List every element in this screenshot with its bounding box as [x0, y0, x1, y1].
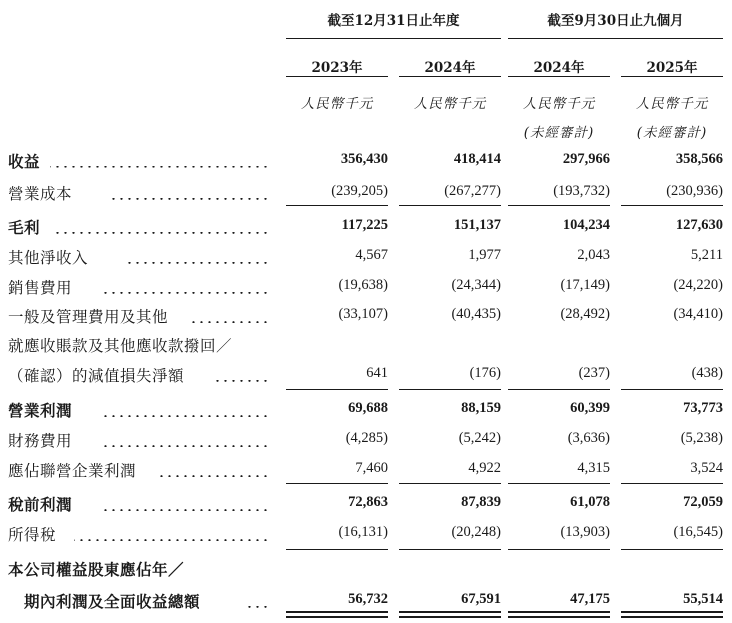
unaudited-col3: (未經審計) [523, 125, 595, 141]
value-cell: (20,248) [451, 524, 501, 540]
value-cell: 4,922 [468, 460, 501, 476]
value-cell: 1,977 [468, 247, 501, 263]
value-cell: 87,839 [461, 494, 501, 510]
value-cell: 73,773 [683, 400, 723, 416]
leader-profit-before-tax [104, 509, 270, 511]
row-label-cost-of-sales: 營業成本 [8, 185, 73, 203]
group-header-annual: 截至12月31日止年度 [327, 13, 460, 29]
group-header-nine-months: 截至9月30日止九個月 [547, 13, 684, 29]
row-label-impairment-line1: 就應收賬款及其他應收款撥回／ [8, 337, 233, 355]
value-cell: 127,630 [675, 217, 723, 233]
row-label-finance-costs: 財務費用 [8, 432, 73, 450]
value-cell: 72,059 [683, 494, 723, 510]
currency-col4: 人民幣千元 [635, 96, 709, 112]
leader-total-profit [244, 606, 270, 608]
value-cell: (4,285) [345, 430, 388, 446]
leader-revenue [50, 166, 270, 168]
subtotal-rule-col3-b [508, 389, 610, 390]
currency-col2: 人民幣千元 [413, 96, 487, 112]
value-cell: (19,638) [338, 277, 388, 293]
row-label-gross-profit: 毛利 [8, 218, 41, 237]
value-cell: (193,732) [553, 183, 610, 199]
leader-impairment [214, 380, 270, 382]
value-cell: (17,149) [560, 277, 610, 293]
double-rule-col1-top [286, 611, 388, 613]
value-cell: 3,524 [690, 460, 723, 476]
leader-selling-expenses [104, 292, 270, 294]
year-header-col3: 2024年 [533, 60, 585, 76]
subtotal-rule-col3-a [508, 205, 610, 206]
value-cell: 151,137 [453, 217, 501, 233]
value-cell: (438) [691, 365, 723, 381]
value-cell: (239,205) [331, 183, 388, 199]
subtotal-rule-col2-a [399, 205, 501, 206]
value-cell: (267,277) [444, 183, 501, 199]
value-cell: 67,591 [461, 591, 501, 607]
value-cell: (34,410) [673, 306, 723, 322]
double-rule-col3-top [508, 611, 610, 613]
leader-income-tax [74, 539, 270, 541]
leader-finance-costs [104, 445, 270, 447]
row-label-profit-before-tax: 稅前利潤 [8, 495, 73, 514]
value-cell: (40,435) [451, 306, 501, 322]
leader-admin-expenses [190, 321, 270, 323]
double-rule-col2-bottom [399, 616, 501, 618]
value-cell: 4,315 [577, 460, 610, 476]
double-rule-col4-top [621, 611, 723, 613]
value-cell: (176) [469, 365, 501, 381]
value-cell: 2,043 [577, 247, 610, 263]
value-cell: (24,220) [673, 277, 723, 293]
value-cell: (16,131) [338, 524, 388, 540]
leader-gross-profit [52, 232, 270, 234]
value-cell: (28,492) [560, 306, 610, 322]
value-cell: 56,732 [348, 591, 388, 607]
double-rule-col4-bottom [621, 616, 723, 618]
value-cell: (16,545) [673, 524, 723, 540]
value-cell: 55,514 [683, 591, 723, 607]
subtotal-rule-col4-c [621, 483, 723, 484]
value-cell: 297,966 [562, 151, 610, 167]
subtotal-rule-col2-d [399, 549, 501, 550]
subtotal-rule-col4-a [621, 205, 723, 206]
value-cell: 88,159 [461, 400, 501, 416]
row-label-other-net-income: 其他淨收入 [8, 249, 89, 267]
value-cell: (24,344) [451, 277, 501, 293]
value-cell: (230,936) [666, 183, 723, 199]
leader-operating-profit [104, 415, 270, 417]
currency-col1: 人民幣千元 [300, 96, 374, 112]
currency-col3: 人民幣千元 [522, 96, 596, 112]
leader-cost-of-sales [108, 198, 270, 200]
value-cell: 418,414 [453, 151, 501, 167]
subtotal-rule-col2-c [399, 483, 501, 484]
double-rule-col1-bottom [286, 616, 388, 618]
row-label-admin-expenses: 一般及管理費用及其他 [8, 308, 169, 326]
subtotal-rule-col1-d [286, 549, 388, 550]
row-label-total-profit-line2: 期內利潤及全面收益總額 [24, 592, 201, 611]
value-cell: 47,175 [570, 591, 610, 607]
year-header-col2: 2024年 [424, 60, 476, 76]
value-cell: 641 [366, 365, 388, 381]
year-header-col1: 2023年 [311, 60, 363, 76]
value-cell: 4,567 [355, 247, 388, 263]
row-label-operating-profit: 營業利潤 [8, 401, 73, 420]
leader-share-of-associates [156, 475, 270, 477]
value-cell: 69,688 [348, 400, 388, 416]
subtotal-rule-col1-b [286, 389, 388, 390]
value-cell: (3,636) [567, 430, 610, 446]
subtotal-rule-col4-d [621, 549, 723, 550]
double-rule-col3-bottom [508, 616, 610, 618]
subtotal-rule-col1-a [286, 205, 388, 206]
row-label-selling-expenses: 銷售費用 [8, 279, 73, 297]
value-cell: (5,242) [458, 430, 501, 446]
double-rule-col2-top [399, 611, 501, 613]
subtotal-rule-col4-b [621, 389, 723, 390]
subtotal-rule-col3-c [508, 483, 610, 484]
leader-other-net-income [128, 262, 270, 264]
value-cell: (13,903) [560, 524, 610, 540]
value-cell: (5,238) [680, 430, 723, 446]
value-cell: 356,430 [340, 151, 388, 167]
value-cell: 104,234 [562, 217, 610, 233]
row-label-impairment-line2: （確認）的減值損失淨額 [8, 367, 185, 385]
unaudited-col4: (未經審計) [636, 125, 708, 141]
value-cell: 61,078 [570, 494, 610, 510]
row-label-share-of-associates: 應佔聯營企業利潤 [8, 462, 137, 480]
value-cell: 358,566 [675, 151, 723, 167]
row-label-total-profit-line1: 本公司權益股東應佔年／ [8, 560, 185, 579]
value-cell: 117,225 [341, 217, 388, 233]
value-cell: 5,211 [690, 247, 723, 263]
year-header-col4: 2025年 [646, 60, 698, 76]
value-cell: 60,399 [570, 400, 610, 416]
value-cell: 72,863 [348, 494, 388, 510]
row-label-revenue: 收益 [8, 152, 41, 171]
subtotal-rule-col1-c [286, 483, 388, 484]
value-cell: (33,107) [338, 306, 388, 322]
row-label-income-tax: 所得稅 [8, 526, 57, 544]
subtotal-rule-col3-d [508, 549, 610, 550]
value-cell: 7,460 [355, 460, 388, 476]
subtotal-rule-col2-b [399, 389, 501, 390]
value-cell: (237) [578, 365, 610, 381]
